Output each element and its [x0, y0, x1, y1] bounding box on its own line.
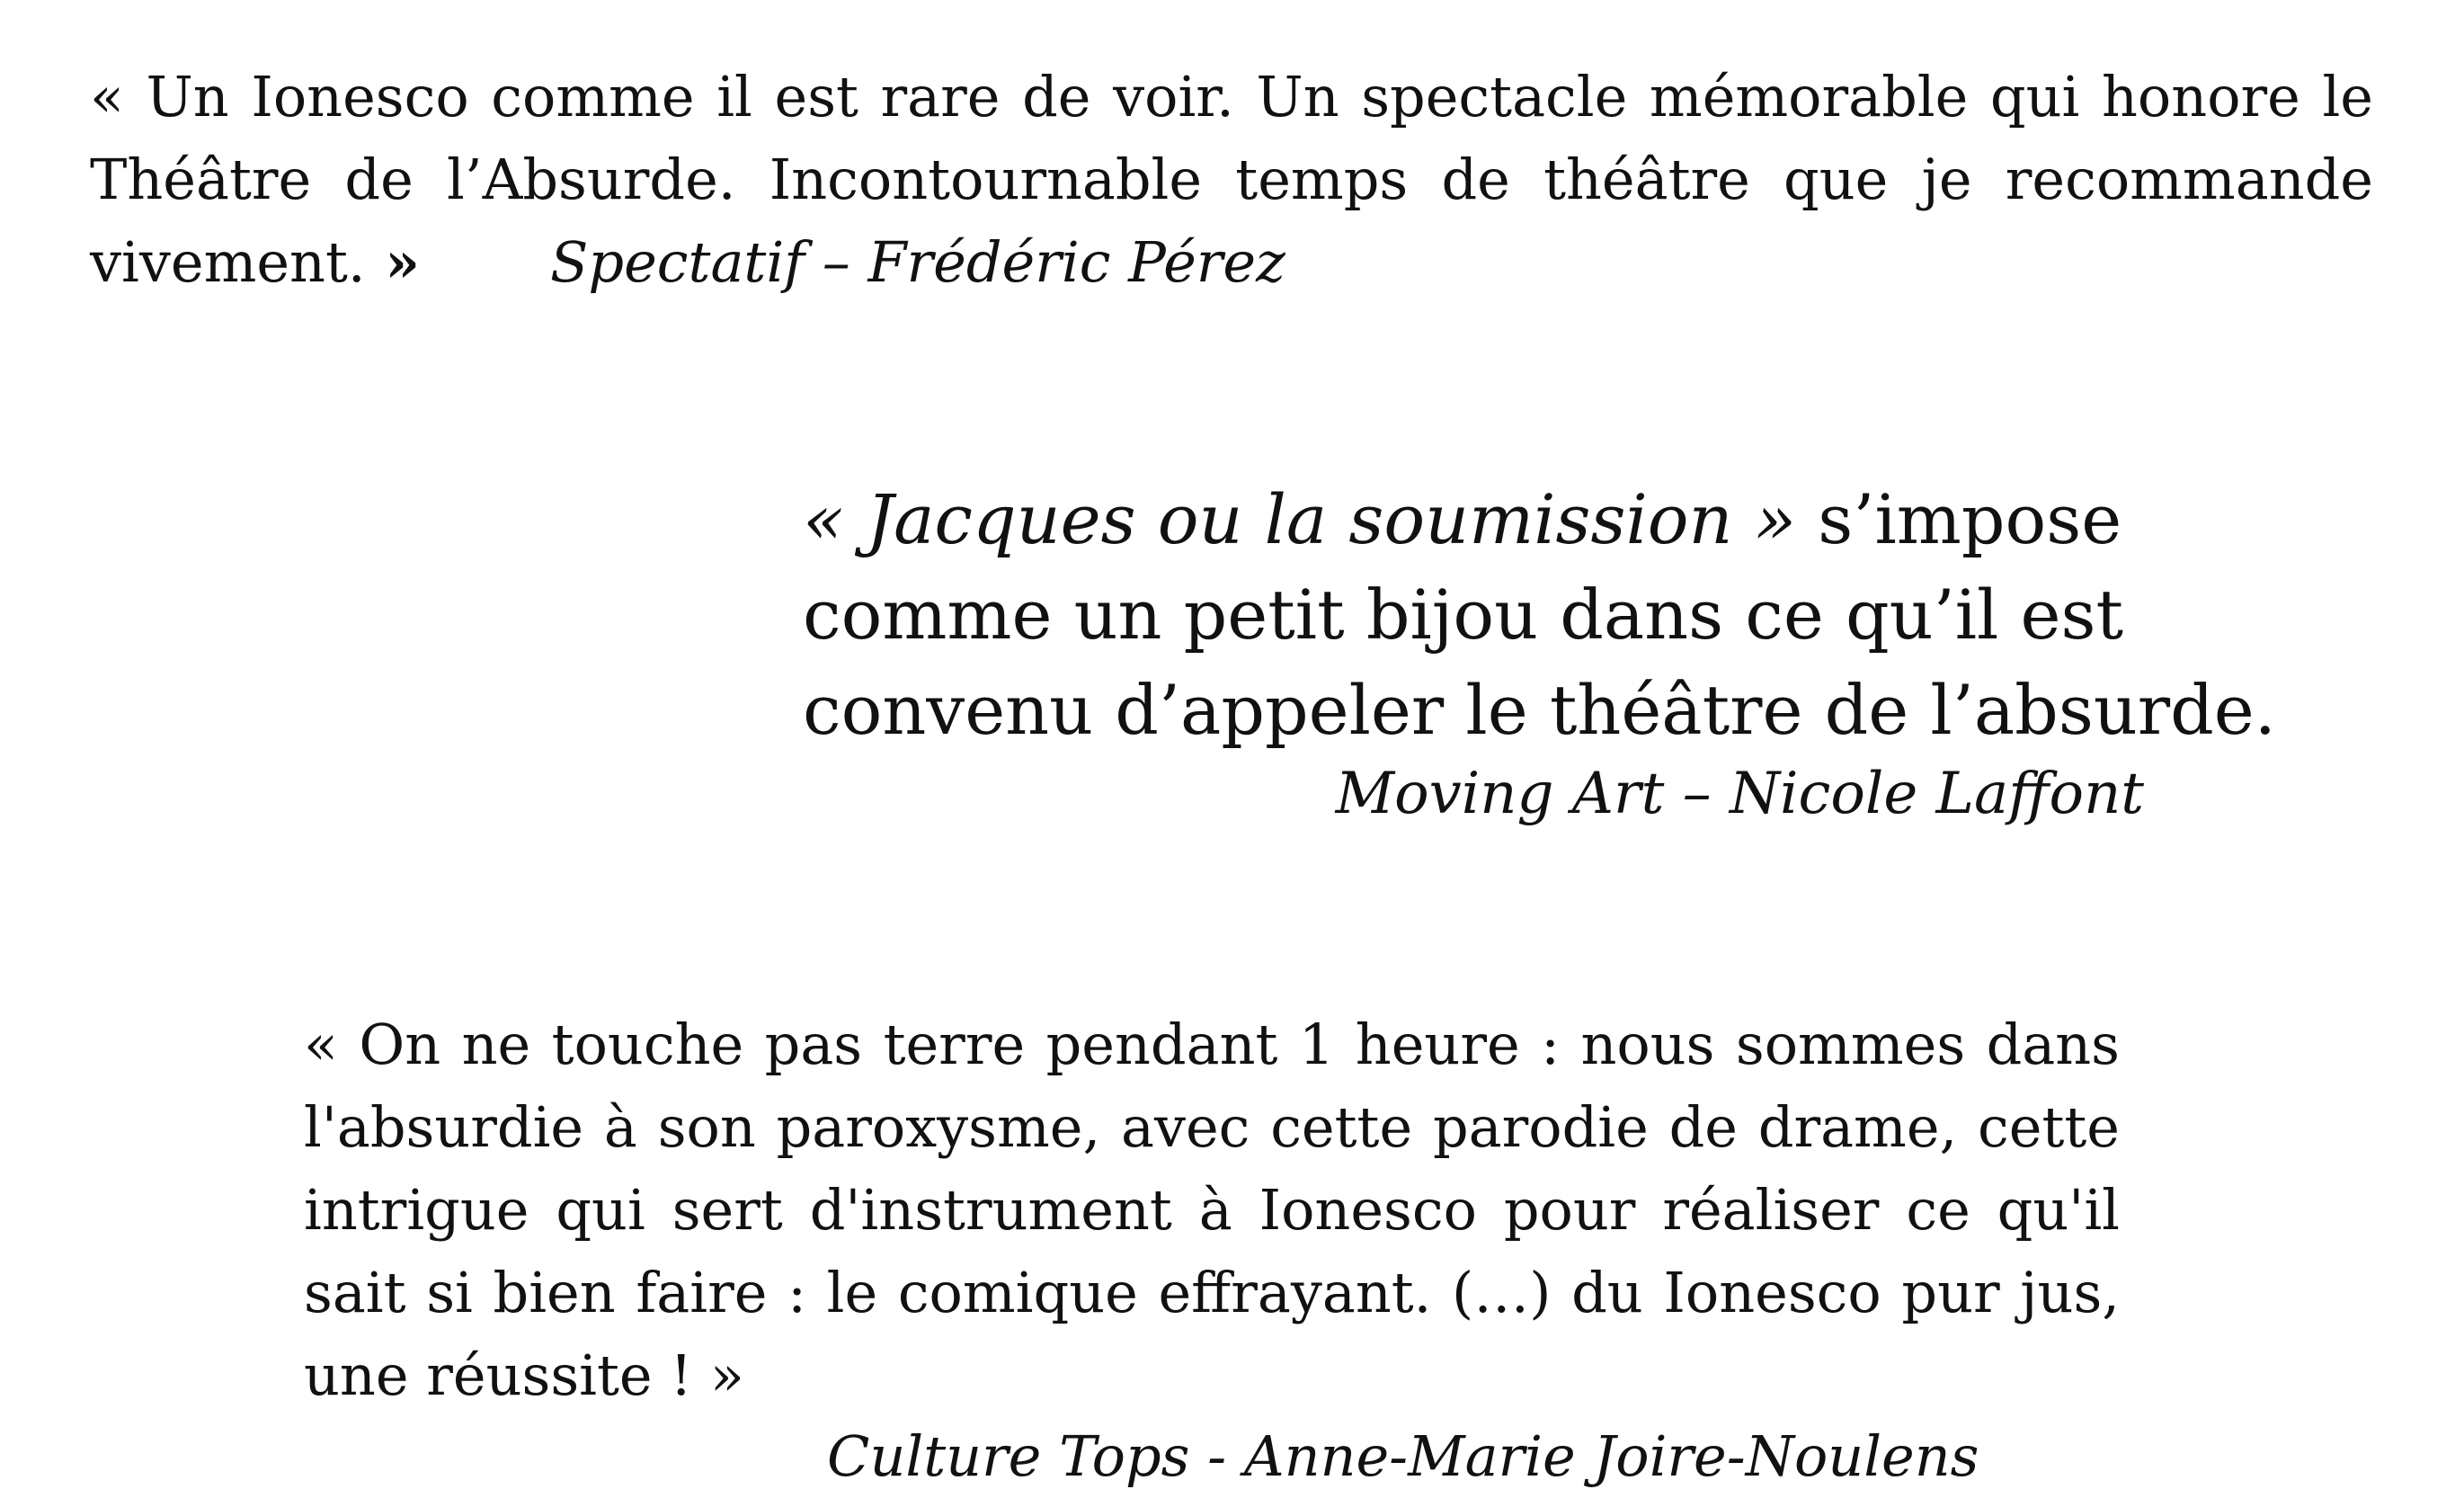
- review-quote: « Un Ionesco comme il est rare de voir. Un spectacle mémorable qui honore le Théâtre de l’Absurde. Incontournable temps de théâtre que je recommande vivement.: [90, 64, 2373, 295]
- review-close-quote-mark: »: [365, 229, 420, 295]
- play-title: « Jacques ou la soumission »: [803, 479, 1797, 559]
- review-moving-art: [803, 472, 2385, 758]
- review-quote: s’impose comme un petit bijou dans ce qu’il est convenu d’appeler le théâtre de l’absurde.: [803, 479, 2276, 750]
- review-source: Moving Art – Nicole Laffont: [1335, 761, 2144, 827]
- review-spectatif: [90, 56, 2373, 304]
- review-source: Spectatif – Frédéric Pérez: [549, 229, 1285, 295]
- review-source: Culture Tops - Anne-Marie Joire-Noulens: [827, 1423, 1979, 1489]
- review-culture-tops: « On ne touche pas terre pendant 1 heure : nous sommes dans l'absurdie à son paroxysme, avec cette parodie de drame, cette intrigue qui sert d'instrument à Ionesco pour réaliser ce qu'il sait si bien faire : le comique effrayant. (…) du Ionesco pur jus, une réussite ! »: [304, 1012, 2120, 1408]
